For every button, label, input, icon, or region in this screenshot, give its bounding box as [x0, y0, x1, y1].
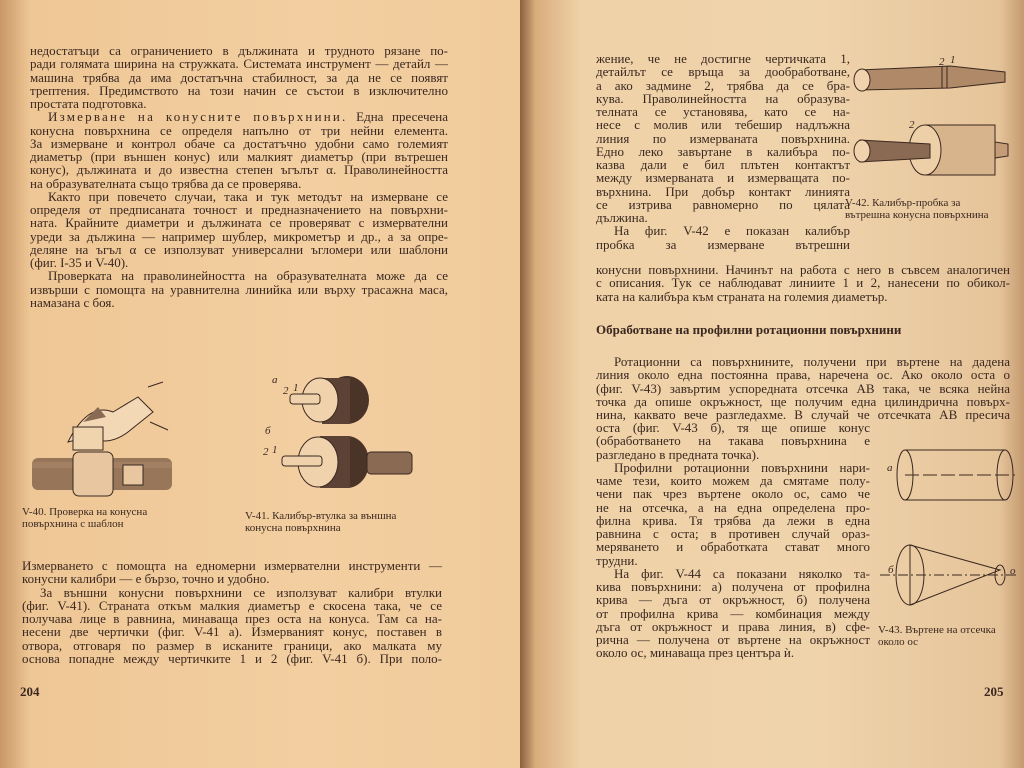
page-number: 205	[984, 684, 1004, 699]
text-line: с описания. Тук се наблюдават линиите 1 и 2, нанесени по обикол-	[596, 275, 1010, 291]
caption-line: вътрешна конусна повърхнина	[845, 209, 989, 221]
left-text-block-2	[22, 559, 442, 665]
text-line: пробка за измерване вътрешни	[596, 236, 850, 252]
figure-v40-caption	[22, 506, 147, 530]
text-line: чаме тези, които можем да смятаме полу-	[596, 473, 870, 488]
text-line: ната. Крайните диаметри и дължината се проверяват с измервателни	[30, 215, 448, 231]
text-line: детайлът се връща за дообработване,	[596, 64, 850, 80]
caption-line: повърхнина с шаблон	[22, 518, 124, 530]
figure-label: а	[272, 374, 278, 386]
text-line: намазана с боя.	[30, 294, 115, 310]
text-line: Ротационни са повърхнините, получени при въртене на дадена	[614, 354, 1010, 369]
figure-label: 2	[263, 446, 269, 458]
figure-label: 1	[272, 444, 278, 456]
figure-label: o	[1010, 565, 1016, 577]
figure-v43-caption	[878, 624, 996, 648]
text-line: простата подготовка.	[30, 96, 147, 111]
text-line: филна крива. Тя трябва да лежи в една	[596, 512, 870, 528]
right-text-block-4	[596, 421, 870, 660]
text-line: (фиг. V-43) завъртим успоредната отсечка AB така, че всяка нейна	[596, 380, 1010, 396]
text-line: конус), дължината и до известна степен ъгълът α. Праволинейността	[30, 162, 448, 178]
text-line: а ако задмине 2, трябва да се бра-	[596, 77, 850, 93]
text-line: равнина с оста; в противен случай ораз-	[596, 526, 870, 541]
text-line: кува. Праволинейността на образува-	[596, 90, 850, 106]
text-line: получава лице в равнина, минаваща през оста на конуса. Там са на-	[22, 611, 442, 626]
text-line: ката на калибъра към страната на големия диаметър.	[596, 288, 888, 304]
text-line: не на отсечка, а на една определена про-	[596, 499, 870, 515]
figure-label: 2	[909, 119, 915, 131]
caption-line: V-42. Калибър-пробка за	[845, 197, 961, 209]
text-line	[30, 110, 448, 123]
text-line: точка да опише окръжност, ще получим една цилиндрична повърх-	[596, 393, 1010, 409]
text-line: (обработването на такава повърхнина е	[596, 433, 870, 449]
text-line: определя от предписаната точност и предназначението на повърхни-	[30, 202, 448, 217]
text-line: линия по измерваната повърхнина.	[596, 130, 850, 146]
figure-label: 2	[283, 385, 289, 397]
text-line: Проверката на праволинейността на образувателната може да се	[48, 268, 448, 284]
text-line: На фиг. V-44 са показани няколко та-	[614, 565, 870, 581]
text-line: машина трябва да има достатъчна стабилност, за да не се появят	[30, 69, 448, 85]
text-line: несе с молив или тебешир надлъжна	[596, 117, 850, 133]
text-line: се изтрива равномерно по цялата	[596, 196, 850, 212]
text-line: (фиг. I-35 и V-40).	[30, 255, 129, 270]
caption-line: конусна повърхнина	[245, 522, 341, 534]
text-line: На фиг. V-42 е показан калибър	[614, 223, 850, 239]
text-line: отвора, отговаря по размер в исканите граници, ако малката му	[22, 637, 442, 653]
text-line: от профилна крива — комбинация между	[596, 605, 870, 621]
figure-v43-illustration	[880, 440, 1020, 620]
right-text-block-1	[596, 52, 850, 251]
text-line: трептения. Предимството на този начин се състои в изключително	[30, 82, 448, 98]
figure-v40-illustration	[28, 372, 173, 497]
caption-line: V-41. Калибър-втулка за външна	[245, 510, 397, 522]
text-line: рична — получена от въртене на окръжност	[596, 632, 870, 647]
text-line: извърши с помощта на уравнителна линийка или върху трасажна маса,	[30, 281, 448, 297]
text-line: конусни калибри — е бързо, точно и удобно.	[22, 571, 270, 587]
text-line: линия около една постоянна права, наречена ос. Ако около оста о	[596, 367, 1010, 383]
text-line: нина, каквато вече разгледахме. В случай че отсечката AB пресича	[596, 407, 1010, 422]
page-number: 204	[20, 684, 40, 699]
text-line: ради голямата ширина на стружката. Системата инструмент — детайл —	[30, 56, 448, 72]
text-line: За измерване и контрол обаче са достатъчно удобни само големият	[30, 135, 448, 151]
text-line: оста (фиг. V-43 б), тя ще опише конус	[596, 420, 870, 435]
right-text-block-2	[596, 263, 1010, 303]
text-line: Както при повечето случаи, така и тук методът на измерване се	[48, 188, 448, 204]
figure-label: б	[265, 425, 271, 437]
text-line: конусна повърхнина се определя напълно от три нейни елемента.	[30, 122, 448, 138]
text-line: крива — дъга от окръжност, б) получена	[596, 592, 870, 608]
caption-line: V-43. Въртене на отсечка	[878, 624, 996, 636]
figure-v42-illustration	[850, 50, 1010, 190]
text-line: конусни повърхнини. Начинът на работа с него в съвсем аналогичен	[596, 262, 1010, 277]
section-heading: Обработване на профилни ротационни повърхнини	[596, 322, 902, 337]
caption-line: около ос	[878, 636, 919, 648]
text-line: върхнина. При добър контакт линията	[596, 183, 850, 199]
text-line: Измерването с помощта на едномерни измервателни инструменти —	[22, 558, 442, 573]
text-line: разгледано в предната точка).	[596, 446, 760, 462]
figure-v42-caption	[845, 197, 989, 221]
figure-label: 1	[293, 382, 299, 394]
text-line: казва дали е бил плътен контактът	[596, 157, 850, 172]
text-line: дължина.	[596, 210, 648, 225]
text-line: между измерваната и измерващата по-	[596, 170, 850, 186]
right-page	[520, 0, 1024, 768]
text-line: Едно леко завъртане в калибъра по-	[596, 143, 850, 159]
figure-label: а	[887, 462, 893, 474]
text-line: уреди за дължина — например шублер, микрометър и др., а за опре-	[30, 228, 448, 244]
text-line: несени две чертички (фиг. V-41 а). Измерваният конус, поставен в	[22, 624, 442, 640]
figure-label: 1	[950, 54, 956, 66]
text-line: недостатъци са ограничението в дължината и трудното рязане по-	[30, 43, 448, 58]
text-line: деляне на ъгъл α се използуват универсални ъгломери или шаблони	[30, 241, 448, 257]
text-line: меряването и обработката стават много	[596, 539, 870, 555]
text-line: диаметър (при външен конус) или малкият диаметър (при вътрешен	[30, 149, 448, 164]
text-line: дъга от окръжност и права линия, в) сфе-	[596, 618, 870, 634]
figure-label: б	[888, 564, 894, 576]
figure-label: 2	[939, 56, 945, 68]
text-line: жение, че не достигне чертичката 1,	[596, 51, 850, 66]
text-line: около ос, минаваща през центъра ѝ.	[596, 645, 795, 661]
caption-line: V-40. Проверка на конусна	[22, 506, 148, 518]
text-line-rest: Една пресечена	[347, 109, 448, 125]
text-line: За външни конусни повърхнини се използуват калибри втулки	[40, 584, 442, 600]
right-text-block-3	[596, 355, 1010, 421]
figure-v41-caption	[245, 510, 396, 534]
text-line: телната се установява, като се на-	[596, 104, 850, 119]
text-line: (фиг. V-41). Страната откъм малкия диаметър е скосена така, че се	[22, 597, 442, 613]
text-line: кива повърхнини: а) получена от профилна	[596, 579, 870, 594]
paragraph-lead-heading: Измерване на конусните повърхнини.	[48, 109, 348, 125]
text-line: Профилни ротационни повърхнини нари-	[614, 459, 870, 475]
text-line: на образувателната също трябва да се проверява.	[30, 175, 302, 191]
text-line: трудни.	[596, 552, 638, 568]
left-text-block-1	[30, 44, 448, 309]
text-line: основа попадне между чертичките 1 и 2 (фиг. V-41 б). При поло-	[22, 650, 442, 666]
text-line: чени пак чрез въртене около ос, само че	[596, 486, 870, 502]
